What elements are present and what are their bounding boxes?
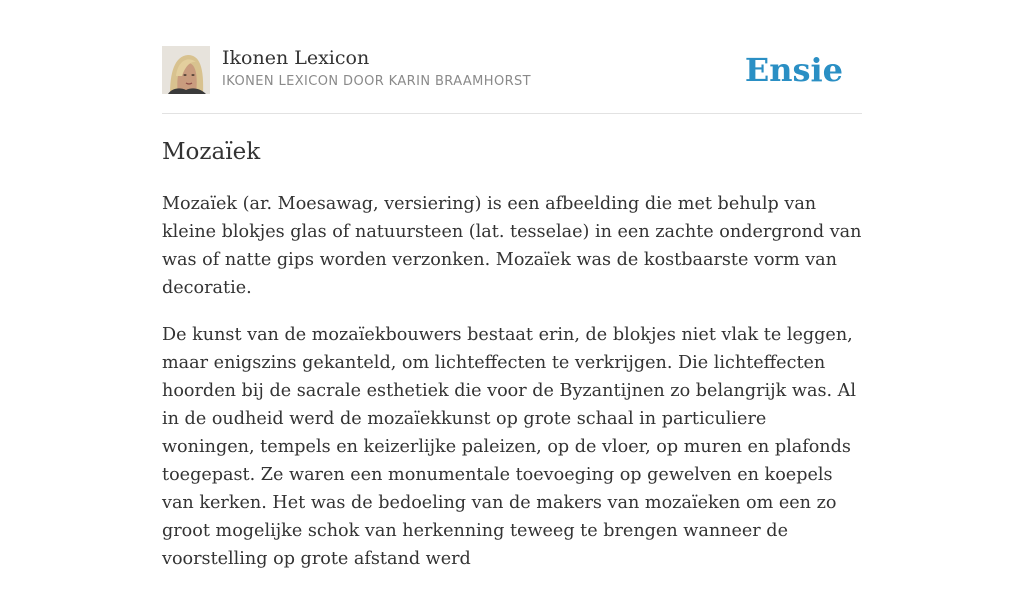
- article-body: [162, 190, 864, 592]
- lexicon-subtitle[interactable]: IKONEN LEXICON DOOR KARIN BRAAMHORST: [222, 74, 532, 89]
- author-portrait-icon[interactable]: [162, 46, 210, 94]
- page-title: Mozaïek: [162, 139, 261, 165]
- header-divider: [162, 113, 862, 114]
- article-paragraph: Mozaïek (ar. Moesawag, versiering) is een afbeelding die met behulp van kleine blokjes glas of natuursteen (lat. tesselae) in een zachte ondergrond van was of natte gips worden verzonken. Mozaïek was de kostbaarste vorm van decoratie.: [162, 194, 862, 298]
- brand-logo[interactable]: Ensie: [744, 51, 843, 89]
- lexicon-name[interactable]: Ikonen Lexicon: [222, 47, 370, 69]
- article-paragraph: De kunst van de mozaïekbouwers bestaat erin, de blokjes niet vlak te leggen, maar enigszins gekanteld, om lichteffecten te verkrijgen. Die lichteffecten hoorden bij de sacrale esthetiek die voor de Byzantijnen zo belangrijk was. Al in de oudheid werd de mozaïekkunst op grote schaal in particuliere woningen, tempels en keizerlijke paleizen, op de vloer, op muren en plafonds toegepast. Ze waren een monumentale toevoeging op gewelven en koepels van kerken. Het was de bedoeling van de makers van mozaïeken om een zo groot mogelijke schok van herkenning teweeg te brengen wanneer de voorstelling op grote afstand werd: [162, 325, 856, 569]
- header: [162, 45, 862, 113]
